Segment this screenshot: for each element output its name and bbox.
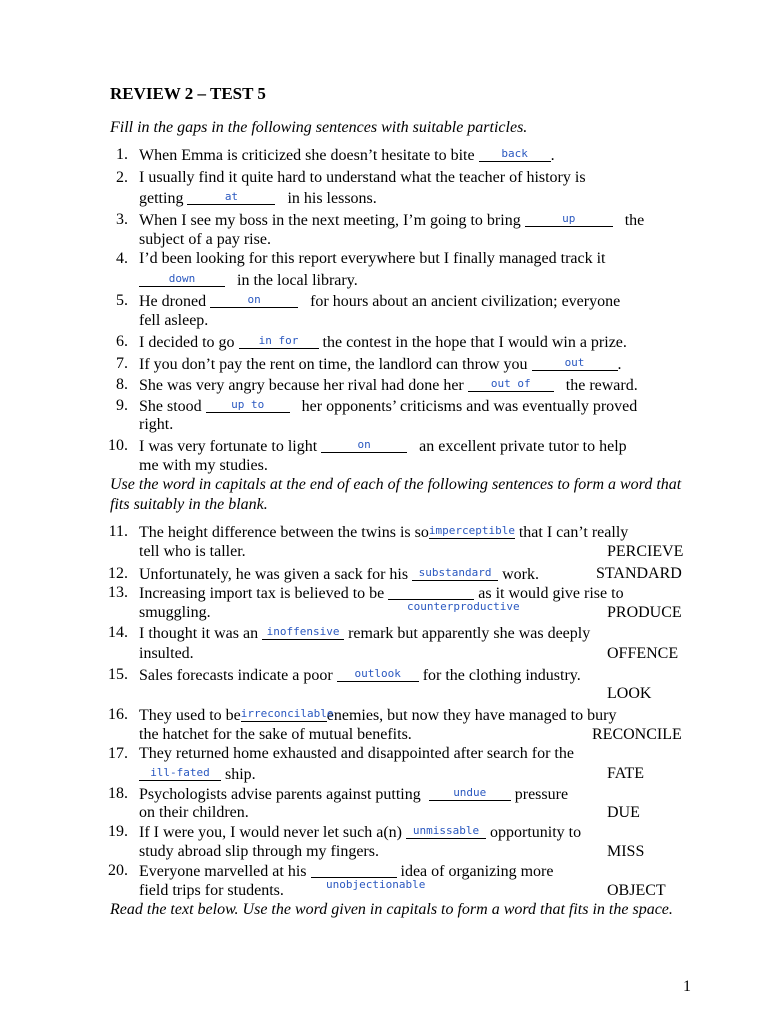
question-number: 6. [116,333,128,350]
handwritten-answer: up to [231,398,265,411]
question-11-line-2: tell who is taller. [139,543,246,560]
question-number: 13. [108,584,128,601]
handwritten-answer: counterproductive [407,600,520,613]
question-number: 16. [108,706,128,723]
question-number: 2. [116,169,128,186]
question-number: 9. [116,397,128,414]
root-word: OFFENCE [607,645,679,662]
root-word: PRODUCE [607,604,682,621]
question-number: 8. [116,376,128,393]
answer-blank [525,210,613,227]
question-number: 4. [116,250,128,267]
root-word: STANDARD [596,565,682,582]
answer-blank [337,665,419,682]
answer-blank [187,188,275,205]
handwritten-answer: at [224,190,239,203]
handwritten-answer: out [564,356,585,369]
root-word: RECONCILE [592,726,682,743]
question-number: 18. [108,785,128,802]
question-1: When Emma is criticized she doesn’t hesitate to bite back . [139,147,555,164]
handwritten-answer: imperceptible [428,524,515,537]
question-7: If you don’t pay the rent on time, the landlord can throw you out . [139,356,622,373]
question-5-line-2: fell asleep. [139,312,209,329]
question-number: 12. [108,565,128,582]
question-number: 14. [108,624,128,641]
question-18-line-1: Psychologists advise parents against putting undue pressure [139,786,569,803]
answer-blank [388,583,474,600]
question-4-line-1: I’d been looking for this report everywhere but I finally managed track it [139,250,606,267]
root-word: DUE [607,804,640,821]
handwritten-answer: irreconcilable [240,707,334,720]
answer-blank [239,332,319,349]
question-6: I decided to go in for the contest in the hope that I would win a prize. [139,334,627,351]
answer-blank [429,522,515,539]
question-11-line-1: The height difference between the twins is so imperceptible that I can’t really [139,524,629,541]
question-19-line-1: If I were you, I would never let such a(n) unmissable opportunity to [139,824,582,841]
handwritten-answer: back [501,147,528,160]
question-9-line-2: right. [139,416,174,433]
answer-blank [139,270,225,287]
question-20-line-2: field trips for students. [139,882,284,899]
question-16-line-2: the hatchet for the sake of mutual benefits. [139,726,412,743]
question-9-line-1: She stood up to her opponents’ criticisms and was eventually proved [139,398,638,415]
answer-blank [532,354,618,371]
question-number: 19. [108,823,128,840]
question-number: 15. [108,666,128,683]
handwritten-answer: on [247,293,261,306]
handwritten-answer: inoffensive [266,625,340,638]
root-word: LOOK [607,685,652,702]
question-12: Unfortunately, he was given a sack for his substandard work. [139,566,539,583]
answer-blank [210,291,298,308]
question-17-line-2: ill-fated ship. [139,764,256,785]
question-number: 10. [108,437,128,454]
question-8: She was very angry because her rival had done her out of the reward. [139,377,638,394]
question-10-line-2: me with my studies. [139,457,268,474]
handwritten-answer: up [562,212,576,225]
root-word: OBJECT [607,882,666,899]
answer-blank [262,623,344,640]
question-3-line-2: subject of a pay rise. [139,231,271,248]
question-number: 7. [116,355,128,372]
handwritten-answer: undue [453,786,487,799]
question-13-line-2: smuggling. [139,604,211,621]
handwritten-answer: down [168,272,196,285]
answer-blank [139,764,221,781]
answer-blank [206,396,290,413]
answer-blank [412,564,498,581]
question-14-line-1: I thought it was an inoffensive remark but apparently she was deeply [139,625,591,642]
page-title: REVIEW 2 – TEST 5 [110,84,266,103]
handwritten-answer: unmissable [412,824,480,837]
handwritten-answer: outlook [354,667,401,680]
question-number: 3. [116,211,128,228]
root-word: PERCIEVE [607,543,684,560]
question-number: 17. [108,745,128,762]
page-number: 1 [683,978,691,995]
root-word: MISS [607,843,645,860]
handwritten-answer: on [357,438,371,451]
question-20-line-1: Everyone marvelled at his idea of organizing more [139,863,554,880]
answer-blank [321,436,407,453]
question-5-line-1: He droned on for hours about an ancient civilization; everyone [139,293,621,310]
answer-blank [406,822,486,839]
section1-instruction: Fill in the gaps in the following sentences with suitable particles. [110,119,528,136]
question-4-line-2: down in the local library. [139,270,358,291]
question-13-line-1: Increasing import tax is believed to be as it would give rise to [139,585,624,602]
question-19-line-2: study abroad slip through my fingers. [139,843,379,860]
answer-blank [240,705,334,722]
question-2-line-2: getting at in his lessons. [139,190,377,207]
question-2-line-1: I usually find it quite hard to understand what the teacher of history is [139,169,586,186]
answer-blank [429,784,511,801]
question-14-line-2: insulted. [139,645,194,662]
root-word: FATE [607,765,645,782]
question-number: 1. [116,146,128,163]
question-18-line-2: on their children. [139,804,249,821]
handwritten-answer: unobjectionable [326,878,426,891]
question-3-line-1: When I see my boss in the next meeting, I’m going to bring up the [139,212,645,229]
question-16-line-1: They used to be irreconcilable enemies, but now they have managed to bury [139,707,617,724]
handwritten-answer: ill-fated [150,766,210,779]
question-number: 20. [108,862,128,879]
question-17-line-1: They returned home exhausted and disappointed after search for the [139,745,574,762]
section3-instruction: Read the text below. Use the word given in capitals to form a word that fits in the space. [110,901,673,918]
question-number: 5. [116,292,128,309]
handwritten-answer: out of [490,377,531,390]
answer-blank [479,145,551,162]
question-10-line-1: I was very fortunate to light on an excellent private tutor to help [139,438,627,455]
section2-instruction: Use the word in capitals at the end of each of the following sentences to form a word that fits suitably in the blank. [110,476,682,513]
question-number: 11. [108,523,128,540]
question-15: Sales forecasts indicate a poor outlook for the clothing industry. [139,667,581,684]
handwritten-answer: in for [258,334,299,347]
handwritten-answer: substandard [418,566,492,579]
answer-blank [311,861,397,878]
answer-blank [468,375,554,392]
